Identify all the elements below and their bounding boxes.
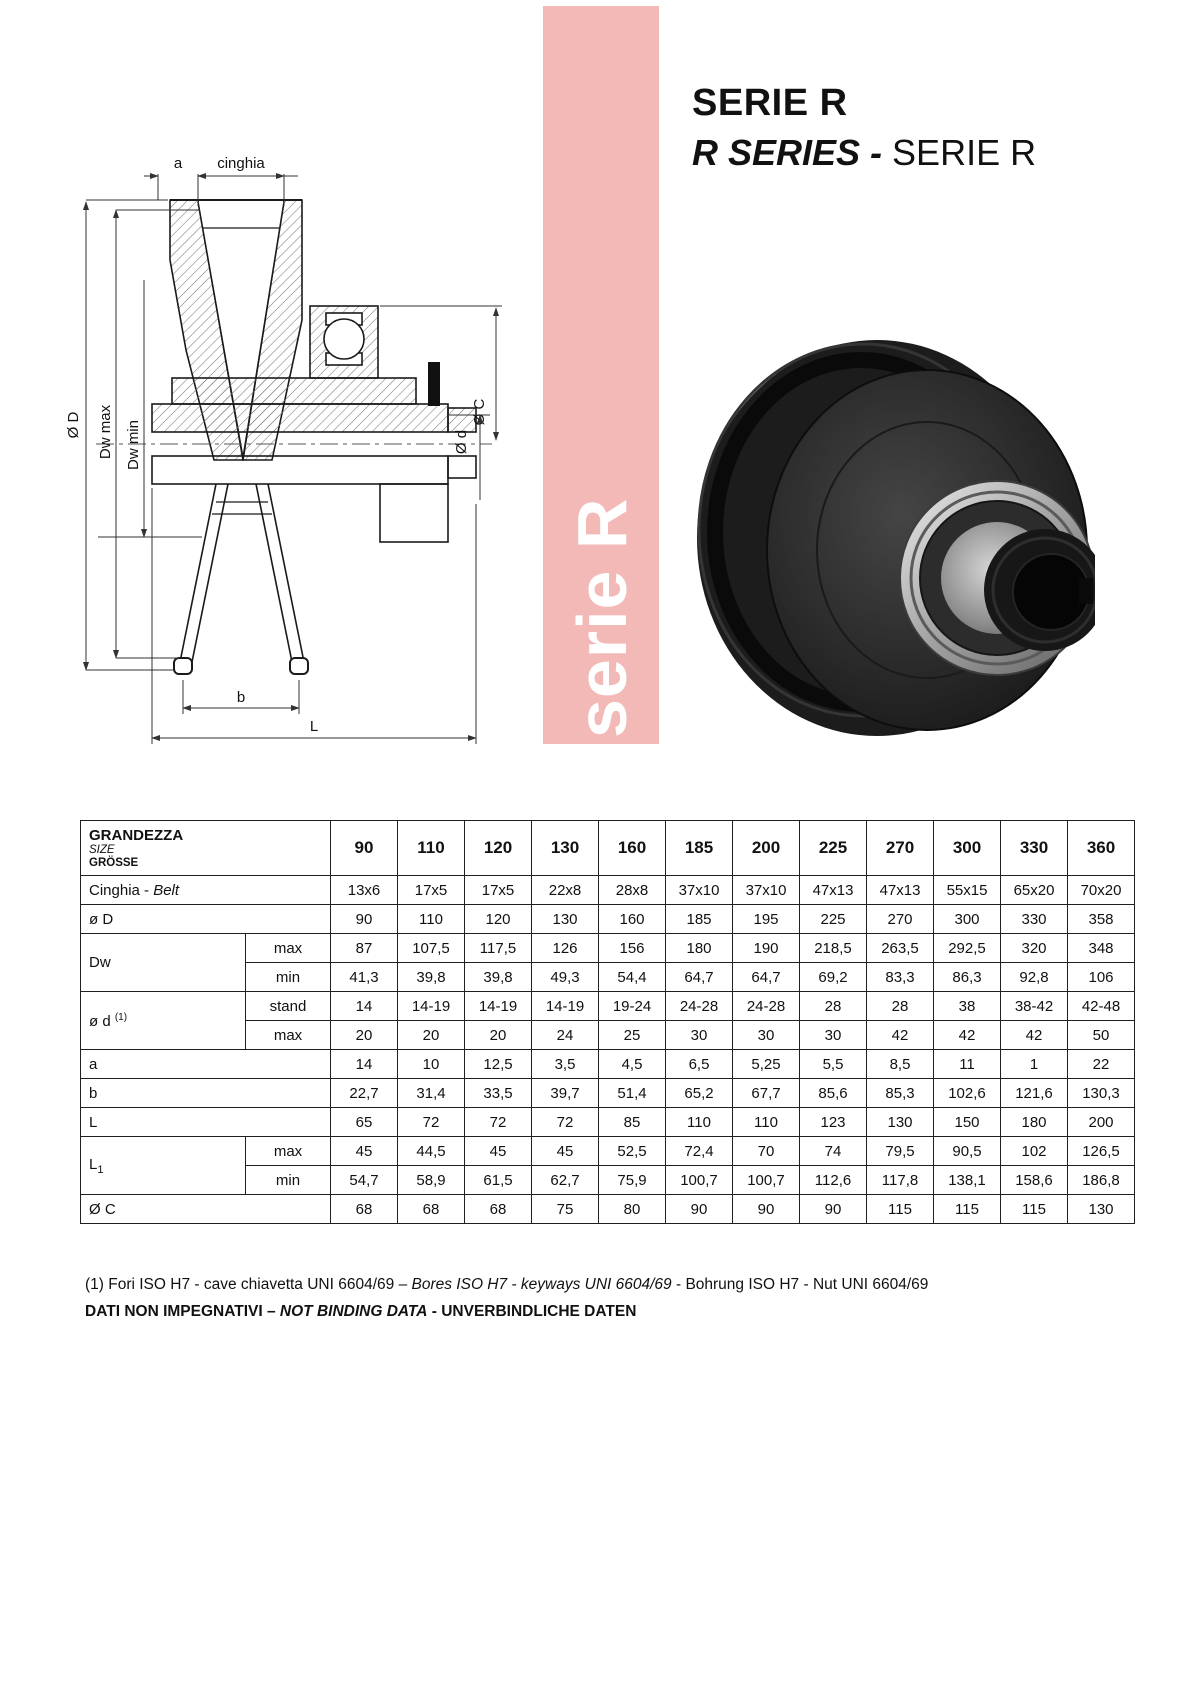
value-cell: 30 xyxy=(666,1021,733,1050)
value-cell: 28 xyxy=(800,992,867,1021)
value-cell: 300 xyxy=(934,905,1001,934)
value-cell: 42 xyxy=(1001,1021,1068,1050)
value-cell: 92,8 xyxy=(1001,963,1068,992)
value-cell: 37x10 xyxy=(666,876,733,905)
value-cell: 13x6 xyxy=(331,876,398,905)
row-label-cell: ø D xyxy=(81,905,331,934)
value-cell: 65x20 xyxy=(1001,876,1068,905)
pulley-photo-image xyxy=(695,332,1095,744)
value-cell: 74 xyxy=(800,1137,867,1166)
value-cell: 50 xyxy=(1068,1021,1135,1050)
size-header-cell: 185 xyxy=(666,821,733,876)
value-cell: 130 xyxy=(1068,1195,1135,1224)
value-cell: 87 xyxy=(331,934,398,963)
dim-label-L: L xyxy=(309,718,319,735)
table-row xyxy=(81,1050,1135,1079)
value-cell: 72 xyxy=(398,1108,465,1137)
table-row xyxy=(81,1108,1135,1137)
value-cell: 117,8 xyxy=(867,1166,934,1195)
row-label-cell: L xyxy=(81,1108,331,1137)
size-header-cell: 360 xyxy=(1068,821,1135,876)
footnote2-part1: DATI NON IMPEGNATIVI – xyxy=(85,1303,280,1320)
value-cell: 292,5 xyxy=(934,934,1001,963)
dim-label-diaC: Ø C xyxy=(471,398,488,426)
value-cell: 45 xyxy=(331,1137,398,1166)
value-cell: 62,7 xyxy=(532,1166,599,1195)
group-label-cell: ø d $^{(1)}$ xyxy=(81,992,246,1050)
value-cell: 263,5 xyxy=(867,934,934,963)
value-cell: 24 xyxy=(532,1021,599,1050)
value-cell: 22 xyxy=(1068,1050,1135,1079)
value-cell: 8,5 xyxy=(867,1050,934,1079)
value-cell: 69,2 xyxy=(800,963,867,992)
value-cell: 72,4 xyxy=(666,1137,733,1166)
sub-label-cell: max xyxy=(246,1137,331,1166)
value-cell: 115 xyxy=(867,1195,934,1224)
size-header-cell: 110 xyxy=(398,821,465,876)
group-label-subscript: 1 xyxy=(97,1163,104,1176)
title-line2-regular: SERIE R xyxy=(892,132,1037,173)
table-row xyxy=(81,876,1135,905)
value-cell: 75 xyxy=(532,1195,599,1224)
dim-label-diaD: Ø D xyxy=(65,411,82,439)
series-banner xyxy=(543,6,659,744)
size-header-cell: 130 xyxy=(532,821,599,876)
dim-label-b: b xyxy=(236,689,246,706)
value-cell: 190 xyxy=(733,934,800,963)
value-cell: 85,6 xyxy=(800,1079,867,1108)
value-cell: 86,3 xyxy=(934,963,1001,992)
value-cell: 70x20 xyxy=(1068,876,1135,905)
value-cell: 79,5 xyxy=(867,1137,934,1166)
row-label-cell: Cinghia - Belt xyxy=(81,876,331,905)
footnote2-part2: NOT BINDING DATA xyxy=(279,1303,428,1320)
title-line2 xyxy=(692,132,1036,174)
value-cell: 54,4 xyxy=(599,963,666,992)
value-cell: 115 xyxy=(1001,1195,1068,1224)
value-cell: 30 xyxy=(800,1021,867,1050)
value-cell: 51,4 xyxy=(599,1079,666,1108)
sub-label-cell: stand xyxy=(246,992,331,1021)
value-cell: 160 xyxy=(599,905,666,934)
value-cell: 156 xyxy=(599,934,666,963)
value-cell: 24-28 xyxy=(666,992,733,1021)
sub-label-cell: min xyxy=(246,1166,331,1195)
pulley-section-drawing xyxy=(40,110,510,760)
pulley-photo xyxy=(695,332,1095,749)
value-cell: 100,7 xyxy=(666,1166,733,1195)
value-cell: 68 xyxy=(331,1195,398,1224)
technical-drawing xyxy=(40,110,510,765)
value-cell: 22x8 xyxy=(532,876,599,905)
table-row xyxy=(81,934,1135,963)
sub-label-cell: min xyxy=(246,963,331,992)
table-row xyxy=(81,905,1135,934)
value-cell: 39,7 xyxy=(532,1079,599,1108)
value-cell: 130 xyxy=(532,905,599,934)
value-cell: 110 xyxy=(398,905,465,934)
grub-screw xyxy=(428,362,440,406)
size-header-cell: 225 xyxy=(800,821,867,876)
row-label-cell: a xyxy=(81,1050,331,1079)
table-row xyxy=(81,1137,1135,1166)
value-cell: 19-24 xyxy=(599,992,666,1021)
value-cell: 28 xyxy=(867,992,934,1021)
value-cell: 90 xyxy=(666,1195,733,1224)
value-cell: 123 xyxy=(800,1108,867,1137)
value-cell: 52,5 xyxy=(599,1137,666,1166)
value-cell: 4,5 xyxy=(599,1050,666,1079)
value-cell: 20 xyxy=(398,1021,465,1050)
group-label-cell: Dw xyxy=(81,934,246,992)
value-cell: 320 xyxy=(1001,934,1068,963)
value-cell: 38 xyxy=(934,992,1001,1021)
size-header-cell: 90 xyxy=(331,821,398,876)
keyway-notch xyxy=(1079,578,1093,604)
value-cell: 5,5 xyxy=(800,1050,867,1079)
value-cell: 85,3 xyxy=(867,1079,934,1108)
group-label-cell: $L_1$ xyxy=(81,1137,246,1195)
value-cell: 14 xyxy=(331,992,398,1021)
value-cell: 39,8 xyxy=(465,963,532,992)
value-cell: 41,3 xyxy=(331,963,398,992)
value-cell: 45 xyxy=(532,1137,599,1166)
size-corner-line: GRANDEZZA xyxy=(89,826,184,844)
value-cell: 42-48 xyxy=(1068,992,1135,1021)
value-cell: 185 xyxy=(666,905,733,934)
value-cell: 65 xyxy=(331,1108,398,1137)
series-banner-label: serie R xyxy=(563,497,641,738)
value-cell: 11 xyxy=(934,1050,1001,1079)
value-cell: 61,5 xyxy=(465,1166,532,1195)
value-cell: 200 xyxy=(1068,1108,1135,1137)
value-cell: 31,4 xyxy=(398,1079,465,1108)
value-cell: 126,5 xyxy=(1068,1137,1135,1166)
size-header-cell: 300 xyxy=(934,821,1001,876)
table-row xyxy=(81,992,1135,1021)
dim-label-cinghia: cinghia xyxy=(217,155,265,172)
value-cell: 47x13 xyxy=(800,876,867,905)
value-cell: 112,6 xyxy=(800,1166,867,1195)
value-cell: 138,1 xyxy=(934,1166,1001,1195)
value-cell: 130,3 xyxy=(1068,1079,1135,1108)
value-cell: 37x10 xyxy=(733,876,800,905)
value-cell: 12,5 xyxy=(465,1050,532,1079)
value-cell: 44,5 xyxy=(398,1137,465,1166)
value-cell: 70 xyxy=(733,1137,800,1166)
value-cell: 64,7 xyxy=(733,963,800,992)
value-cell: 107,5 xyxy=(398,934,465,963)
value-cell: 25 xyxy=(599,1021,666,1050)
value-cell: 1 xyxy=(1001,1050,1068,1079)
row-label-cell: Ø C xyxy=(81,1195,331,1224)
value-cell: 54,7 xyxy=(331,1166,398,1195)
footnote-bores xyxy=(85,1276,928,1294)
value-cell: 38-42 xyxy=(1001,992,1068,1021)
value-cell: 180 xyxy=(1001,1108,1068,1137)
value-cell: 115 xyxy=(934,1195,1001,1224)
value-cell: 24-28 xyxy=(733,992,800,1021)
value-cell: 20 xyxy=(331,1021,398,1050)
value-cell: 102,6 xyxy=(934,1079,1001,1108)
sub-label-cell: max xyxy=(246,1021,331,1050)
value-cell: 80 xyxy=(599,1195,666,1224)
title-line1: SERIE R xyxy=(692,82,848,124)
value-cell: 150 xyxy=(934,1108,1001,1137)
value-cell: 110 xyxy=(733,1108,800,1137)
size-corner-cell xyxy=(81,821,331,876)
dim-label-a: a xyxy=(173,155,183,172)
pulley-upper-section xyxy=(152,200,476,460)
value-cell: 33,5 xyxy=(465,1079,532,1108)
footnote1-part2: Bores ISO H7 - keyways UNI 6604/69 xyxy=(411,1276,672,1293)
value-cell: 110 xyxy=(666,1108,733,1137)
value-cell: 3,5 xyxy=(532,1050,599,1079)
value-cell: 270 xyxy=(867,905,934,934)
dim-label-diad: Ø d xyxy=(453,429,470,455)
page-title xyxy=(692,82,1036,174)
value-cell: 49,3 xyxy=(532,963,599,992)
value-cell: 42 xyxy=(934,1021,1001,1050)
value-cell: 158,6 xyxy=(1001,1166,1068,1195)
row-label-italic: Belt xyxy=(153,881,180,899)
value-cell: 72 xyxy=(465,1108,532,1137)
footnote1-part3: - Bohrung ISO H7 - Nut UNI 6604/69 xyxy=(671,1276,929,1293)
value-cell: 64,7 xyxy=(666,963,733,992)
table-body xyxy=(81,821,1135,1224)
size-header-cell: 270 xyxy=(867,821,934,876)
value-cell: 14-19 xyxy=(465,992,532,1021)
size-header-cell: 120 xyxy=(465,821,532,876)
value-cell: 90 xyxy=(331,905,398,934)
value-cell: 330 xyxy=(1001,905,1068,934)
value-cell: 45 xyxy=(465,1137,532,1166)
value-cell: 225 xyxy=(800,905,867,934)
value-cell: 100,7 xyxy=(733,1166,800,1195)
value-cell: 30 xyxy=(733,1021,800,1050)
dim-label-dw-min: Dw min xyxy=(125,419,142,471)
value-cell: 85 xyxy=(599,1108,666,1137)
value-cell: 120 xyxy=(465,905,532,934)
table-header-row xyxy=(81,821,1135,876)
value-cell: 42 xyxy=(867,1021,934,1050)
table-row xyxy=(81,1079,1135,1108)
sub-label-cell: max xyxy=(246,934,331,963)
size-header-cell: 330 xyxy=(1001,821,1068,876)
group-label-superscript: (1) xyxy=(114,1011,128,1023)
size-header-cell: 200 xyxy=(733,821,800,876)
value-cell: 55x15 xyxy=(934,876,1001,905)
value-cell: 102 xyxy=(1001,1137,1068,1166)
value-cell: 17x5 xyxy=(465,876,532,905)
title-line2-italic: R SERIES - xyxy=(692,132,893,173)
value-cell: 14-19 xyxy=(398,992,465,1021)
value-cell: 180 xyxy=(666,934,733,963)
value-cell: 14-19 xyxy=(532,992,599,1021)
value-cell: 90 xyxy=(733,1195,800,1224)
size-corner-line: SIZE xyxy=(89,843,115,856)
row-label-cell: b xyxy=(81,1079,331,1108)
value-cell: 186,8 xyxy=(1068,1166,1135,1195)
table-row xyxy=(81,1195,1135,1224)
value-cell: 17x5 xyxy=(398,876,465,905)
dimensions-table xyxy=(80,820,1135,1224)
value-cell: 5,25 xyxy=(733,1050,800,1079)
value-cell: 14 xyxy=(331,1050,398,1079)
value-cell: 28x8 xyxy=(599,876,666,905)
value-cell: 22,7 xyxy=(331,1079,398,1108)
value-cell: 39,8 xyxy=(398,963,465,992)
value-cell: 130 xyxy=(867,1108,934,1137)
value-cell: 65,2 xyxy=(666,1079,733,1108)
value-cell: 106 xyxy=(1068,963,1135,992)
footnote1-part1: (1) Fori ISO H7 - cave chiavetta UNI 6604/69 – xyxy=(85,1276,412,1293)
value-cell: 68 xyxy=(398,1195,465,1224)
value-cell: 90,5 xyxy=(934,1137,1001,1166)
value-cell: 58,9 xyxy=(398,1166,465,1195)
footnote-not-binding xyxy=(85,1303,636,1321)
value-cell: 195 xyxy=(733,905,800,934)
value-cell: 348 xyxy=(1068,934,1135,963)
footnote2-part3: - UNVERBINDLICHE DATEN xyxy=(427,1303,637,1320)
value-cell: 75,9 xyxy=(599,1166,666,1195)
value-cell: 218,5 xyxy=(800,934,867,963)
value-cell: 6,5 xyxy=(666,1050,733,1079)
value-cell: 72 xyxy=(532,1108,599,1137)
value-cell: 90 xyxy=(800,1195,867,1224)
size-header-cell: 160 xyxy=(599,821,666,876)
value-cell: 121,6 xyxy=(1001,1079,1068,1108)
value-cell: 10 xyxy=(398,1050,465,1079)
dim-a-cinghia xyxy=(144,174,298,206)
size-corner-line: GRÖSSE xyxy=(89,856,139,869)
dim-label-dw-max: Dw max xyxy=(97,404,114,460)
pulley-lower-outline xyxy=(152,456,476,674)
value-cell: 68 xyxy=(465,1195,532,1224)
value-cell: 83,3 xyxy=(867,963,934,992)
value-cell: 126 xyxy=(532,934,599,963)
value-cell: 67,7 xyxy=(733,1079,800,1108)
value-cell: 117,5 xyxy=(465,934,532,963)
value-cell: 20 xyxy=(465,1021,532,1050)
value-cell: 358 xyxy=(1068,905,1135,934)
value-cell: 47x13 xyxy=(867,876,934,905)
